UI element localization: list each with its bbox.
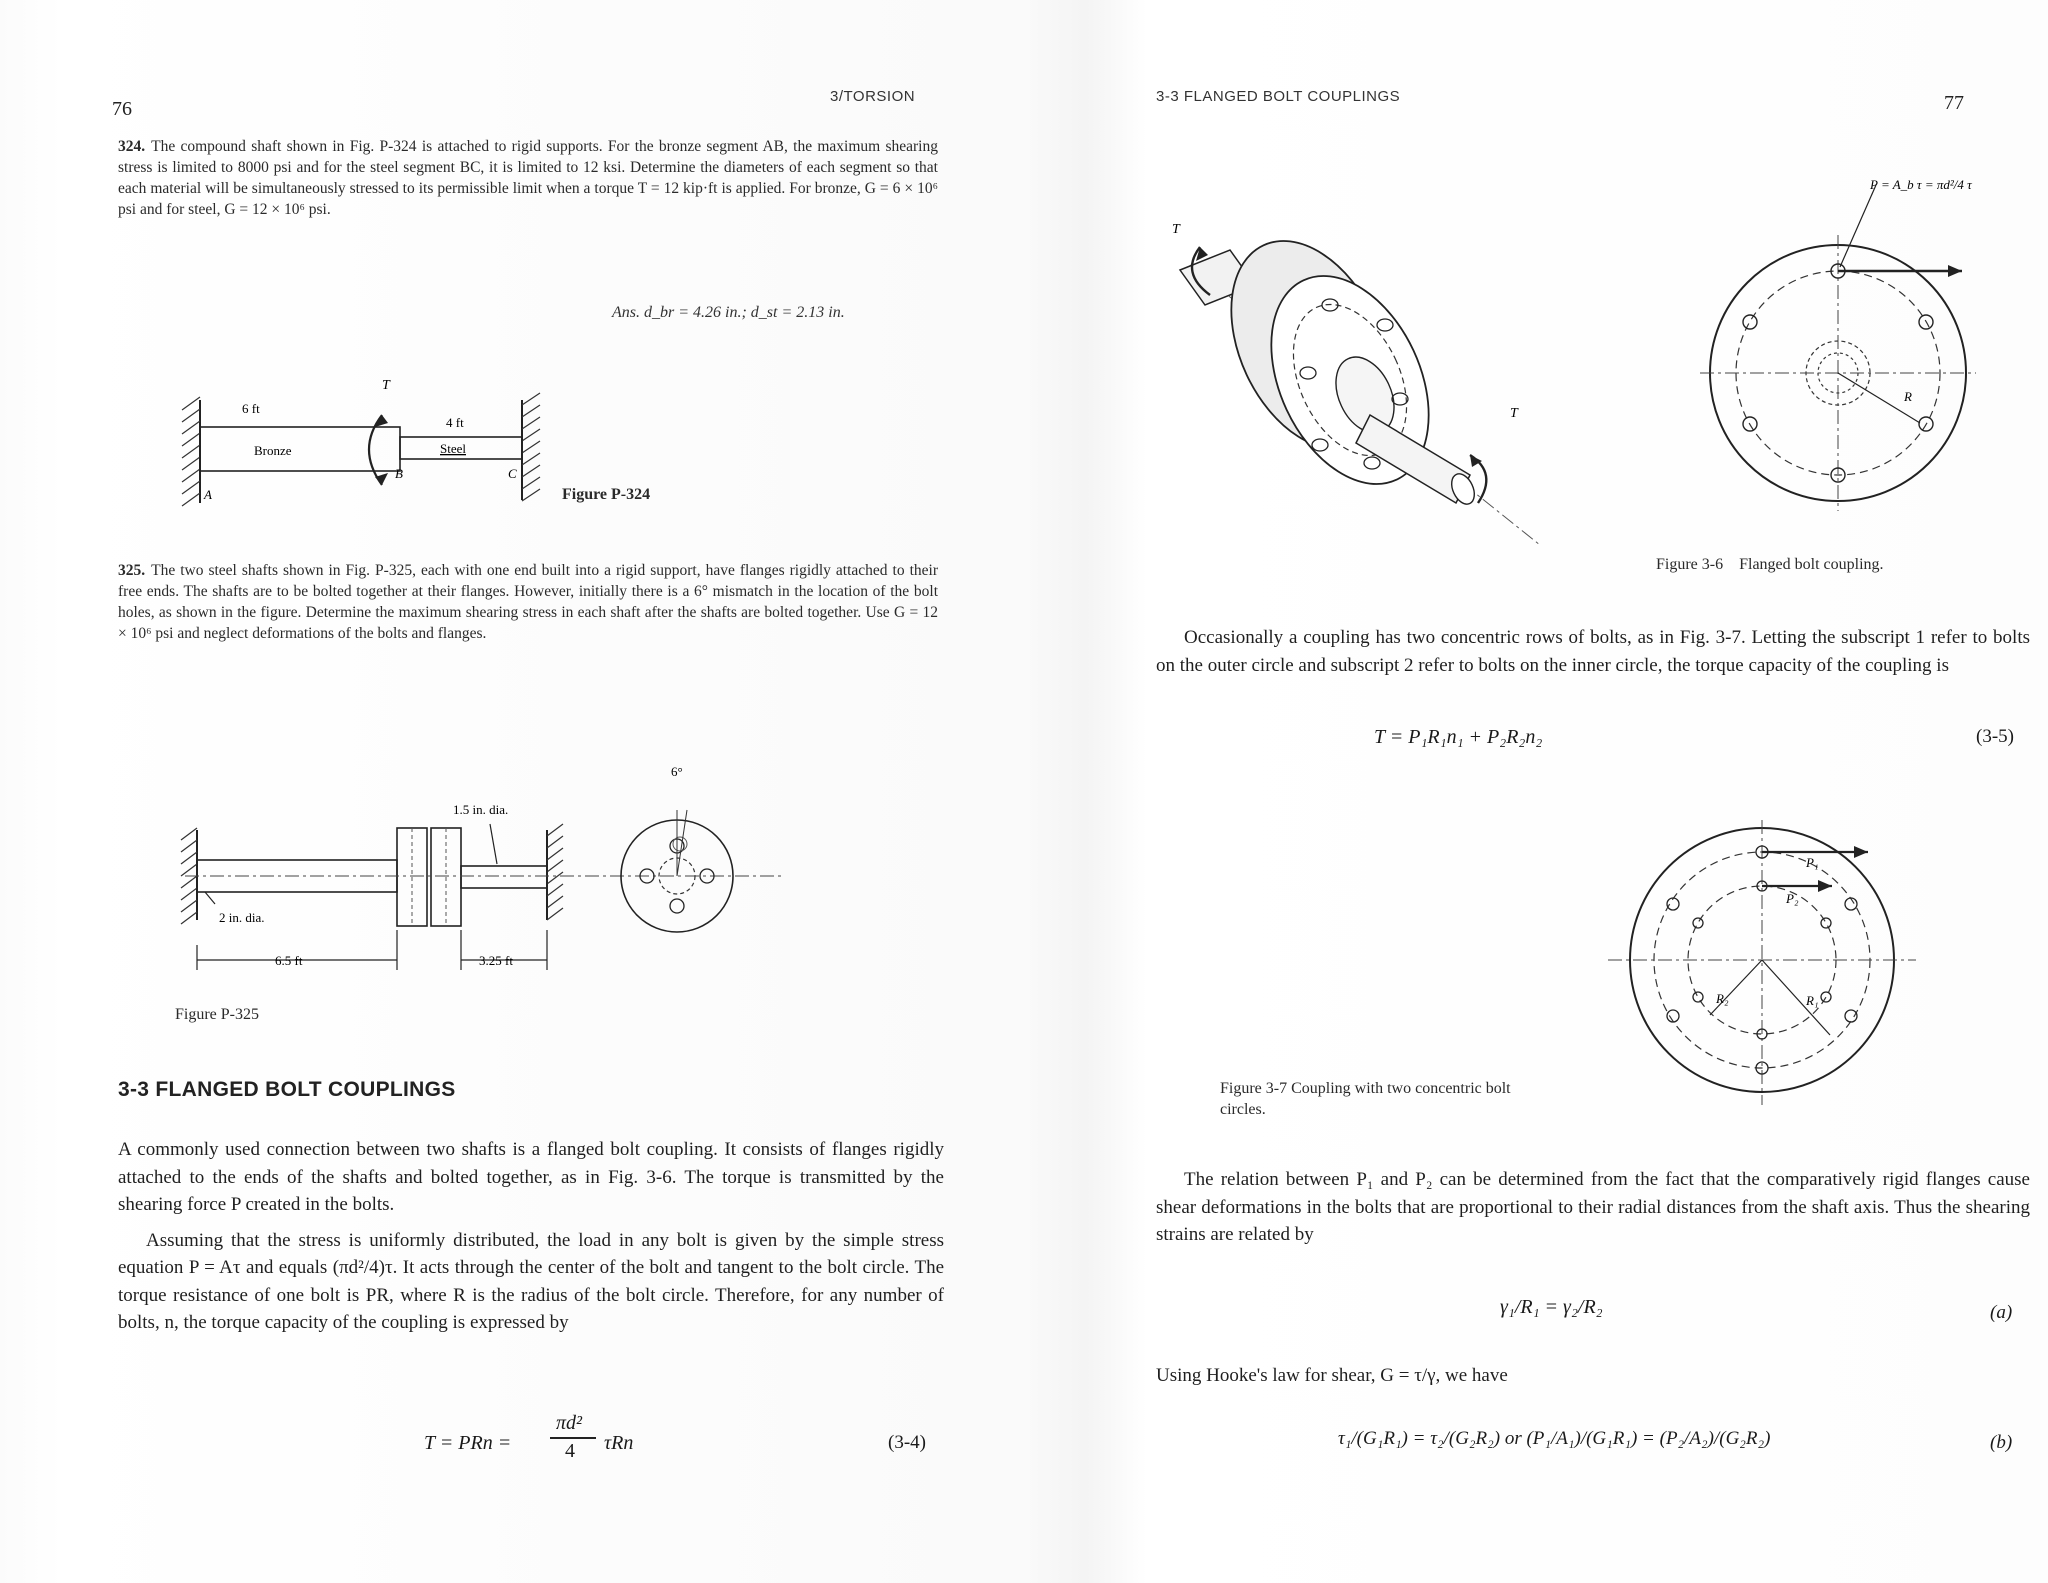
problem-324 xyxy=(118,136,938,220)
eq-numerator: πd² xyxy=(556,1412,583,1434)
problem-number: 325. xyxy=(118,562,146,579)
label-r2: R₂ xyxy=(1716,991,1729,1006)
body-text-left xyxy=(118,1136,944,1337)
paragraph-right-3: Using Hooke's law for shear, G = τ/γ, we have xyxy=(1156,1365,1508,1386)
left-page xyxy=(0,0,1000,1583)
label-bronze: Bronze xyxy=(254,443,292,458)
label-c: C xyxy=(508,466,517,481)
body-text-right-1 xyxy=(1156,624,2030,679)
page-number-left: 76 xyxy=(112,98,132,120)
problem-number: 324. xyxy=(118,138,146,155)
label-b: B xyxy=(395,466,403,481)
eq-number-3-4: (3-4) xyxy=(888,1432,926,1453)
caption-fig-3-6 xyxy=(1656,556,1884,574)
eq-number-a: (a) xyxy=(1990,1302,2013,1323)
caption-label: Figure 3-6 xyxy=(1656,556,1724,573)
eq-lhs: T = PRn = xyxy=(424,1432,512,1454)
label-p1: P₁ xyxy=(1806,855,1819,870)
running-head-left: 3/TORSION xyxy=(830,88,916,105)
eq-number-b: (b) xyxy=(1990,1432,2013,1453)
equation-a: γ₁/R₁ = γ₂/R₂ xyxy=(1500,1296,1603,1318)
problem-text: The two steel shafts shown in Fig. P-325, each with one end built into a rigid support, have flanges rigidly attached to their free ends. The shafts are to be bolted together at their flanges. However, initially there is a 6° mismatch in the location of the bolt holes, as shown in the figure. Determine the maximum shearing stress in each shaft after the shafts are bolted together. Use G = 12 × 10⁶ psi and neglect deformations of the bolts and flanges. xyxy=(118,562,938,642)
section-title: 3-3 FLANGED BOLT COUPLINGS xyxy=(118,1078,456,1101)
problem-text: The compound shaft shown in Fig. P-324 is attached to rigid supports. For the bronze segment AB, the maximum shearing stress is limited to 8000 psi and for the steel segment BC, it is limited to 12 ksi. Determine the diameters of each segment so that each material will be simultaneously stressed to its permissible limit when a torque T = 12 kip·ft is applied. For bronze, G = 6 × 10⁶ psi and for steel, G = 12 × 10⁶ psi. xyxy=(118,138,938,218)
running-head-right: 3-3 FLANGED BOLT COUPLINGS xyxy=(1156,88,1401,105)
figure-3-6 xyxy=(1160,155,2040,535)
label-len-right: 3.25 ft xyxy=(479,953,513,968)
label-dia-large: 2 in. dia. xyxy=(219,910,265,925)
caption-fig-3-7: Figure 3-7 Coupling with two concentric bolt circles. xyxy=(1220,1080,1511,1118)
label-r: R xyxy=(1904,389,1912,404)
equation-3-5: T = P₁R₁n₁ + P₂R₂n₂ xyxy=(1374,726,1543,748)
equation-b: τ₁/(G₁R₁) = τ₂/(G₂R₂) or (P₁/A₁)/(G₁R₁) = (P₂/A₂)/(G₂R₂) xyxy=(1338,1428,1771,1449)
figure-3-7 xyxy=(1620,805,1960,1105)
label-dia-small: 1.5 in. dia. xyxy=(453,802,509,817)
fraction-bar xyxy=(550,1437,596,1439)
label-t1: T xyxy=(1172,222,1180,237)
label-t2: T xyxy=(1510,406,1518,421)
paragraph-1: A commonly used connection between two shafts is a flanged bolt coupling. It consists of flanges rigidly attached to the ends of the shafts and bolted together, as in Fig. 3-6. The torque is transmitted by the shearing force P created in the bolts. xyxy=(118,1139,944,1215)
answer-324: Ans. d_br = 4.26 in.; d_st = 2.13 in. xyxy=(612,304,845,321)
label-angle: 6° xyxy=(671,764,683,779)
label-torque: T xyxy=(382,378,390,393)
paragraph-right-1: Occasionally a coupling has two concentric rows of bolts, as in Fig. 3-7. Letting the subscript 1 refer to bolts on the outer circle and subscript 2 refer to bolts on the inner circle, the torque capacity of the coupling is xyxy=(1156,627,2030,676)
problem-325 xyxy=(118,560,938,644)
label-len-left: 6.5 ft xyxy=(275,953,303,968)
paragraph-right-2: The relation between P₁ and P₂ can be determined from the fact that the comparatively rigid flanges cause shear deformations in the bolts that are proportional to their radial distances from the shaft axis. Thus the shearing strains are related by xyxy=(1156,1169,2030,1245)
caption-p325: Figure P-325 xyxy=(175,1006,259,1023)
label-a: A xyxy=(204,487,212,502)
figure-p325 xyxy=(185,764,805,980)
paragraph-2: Assuming that the stress is uniformly distributed, the load in any bolt is given by the simple stress equation P = Aτ and equals (πd²/4)τ. It acts through the center of the bolt and tangent to the bolt circle. The torque resistance of one bolt is PR, where R is the radius of the bolt circle. Therefore, for any number of bolts, n, the torque capacity of the coupling is expressed by xyxy=(118,1229,944,1333)
label-steel: Steel xyxy=(440,441,466,456)
body-text-right-2 xyxy=(1156,1166,2030,1249)
label-6ft: 6 ft xyxy=(242,401,260,416)
caption-text: Flanged bolt coupling. xyxy=(1739,556,1884,573)
right-page xyxy=(1060,0,2048,1583)
label-p-formula: P = A_b τ = πd²/4 τ xyxy=(1870,177,1972,192)
caption-p324: Figure P-324 xyxy=(562,486,651,503)
eq-rhs: τRn xyxy=(604,1432,634,1454)
label-p2: P₂ xyxy=(1786,891,1799,906)
page-number-right: 77 xyxy=(1944,92,1964,114)
label-r1: R₁ xyxy=(1806,993,1819,1008)
figure-p324 xyxy=(170,375,570,510)
eq-number-3-5: (3-5) xyxy=(1976,726,2014,747)
body-text-right-3 xyxy=(1156,1362,2030,1390)
label-4ft: 4 ft xyxy=(446,415,464,430)
eq-denominator: 4 xyxy=(565,1440,575,1462)
